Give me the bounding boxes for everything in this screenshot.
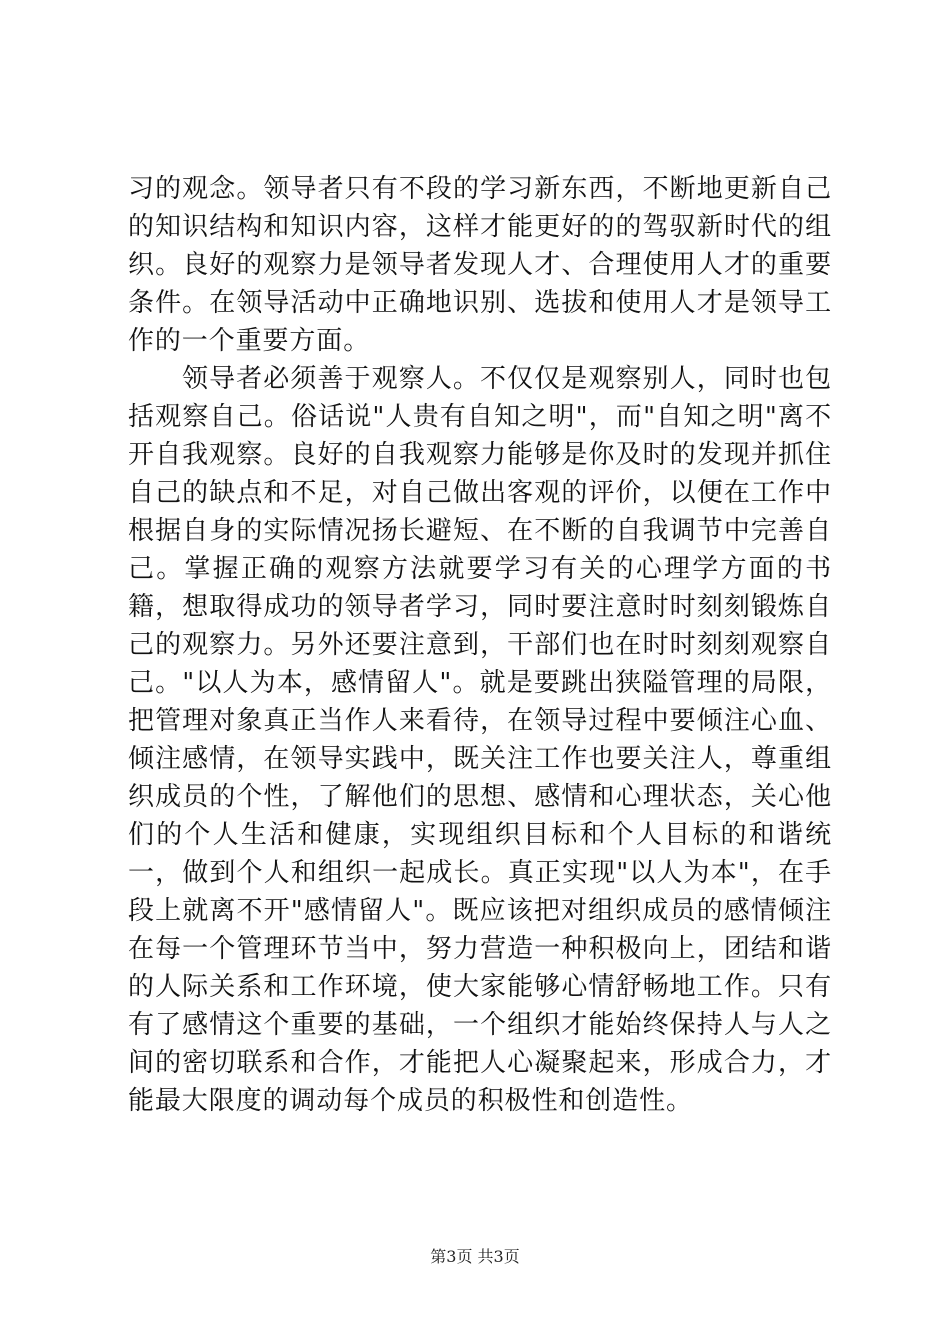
paragraph-1: 习的观念。领导者只有不段的学习新东西，不断地更新自己的知识结构和知识内容，这样才能更好的的驾驭新时代的组织。良好的观察力是领导者发现人才、合理使用人才的重要条件。在领导活动中正确地识别、选拔和使用人才是领导工作的一个重要方面。: [128, 174, 832, 356]
paragraph-2: 领导者必须善于观察人。不仅仅是观察别人，同时也包括观察自己。俗话说"人贵有自知之明"，而"自知之明"离不开自我观察。良好的自我观察力能够是你及时的发现并抓住自己的缺点和不足，对自己做出客观的评价，以便在工作中根据自身的实际情况扬长避短、在不断的自我调节中完善自己。掌握正确的观察方法就要学习有关的心理学方面的书籍，想取得成功的领导者学习，同时要注意时时刻刻锻炼自己的观察力。另外还要注意到，干部们也在时时刻刻观察自己。"以人为本，感情留人"。就是要跳出狭隘管理的局限，把管理对象真正当作人来看待，在领导过程中要倾注心血、倾注感情，在领导实践中，既关注工作也要关注人，尊重组织成员的个性，了解他们的思想、感情和心理状态，关心他们的个人生活和健康，实现组织目标和个人目标的和谐统一，做到个人和组织一起成长。真正实现"以人为本"，在手段上就离不开"感情留人"。既应该把对组织成员的感情倾注在每一个管理环节当中，努力营造一种积极向上，团结和谐的人际关系和工作环境，使大家能够心情舒畅地工作。只有有了感情这个重要的基础，一个组织才能始终保持人与人之间的密切联系和合作，才能把人心凝聚起来，形成合力，才能最大限度的调动每个成员的积极性和创造性。: [128, 364, 832, 1116]
page-footer: [0, 1244, 950, 1267]
document-body: [128, 170, 832, 1120]
page-number-label: 第3页 共3页: [430, 1247, 520, 1266]
